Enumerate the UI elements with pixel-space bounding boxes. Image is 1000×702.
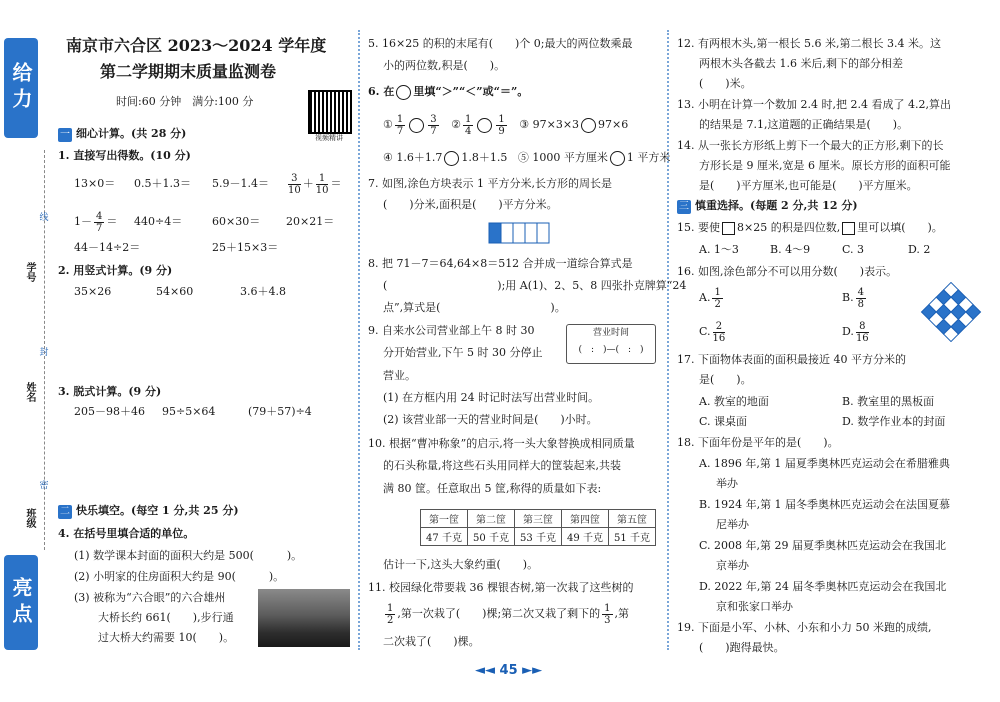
q16-opt-a[interactable]: A. $\frac{1}{2}$ [699,286,721,310]
answer-circle[interactable] [610,151,625,166]
q12-line3: ( )米。 [699,77,752,90]
q12-line2: 两根木头各截去 1.6 米后,剩下的部分相差 [699,57,903,70]
bottom-side-tab: 亮点 [4,555,38,650]
answer-circle[interactable] [581,118,596,133]
q9-box-value: ( : )—( : ) [578,345,644,355]
q13-line1: 13. 小明在计算一个数加 2.4 时,把 2.4 看成了 4.2,算出 [677,98,951,111]
q4-sub-1: (1) 数学课本封面的面积大约是 500( )。 [74,549,303,562]
q10-line4: 估计一下,这头大象约重( )。 [383,558,539,571]
table-cell: 47 千克 [421,528,468,546]
q3-item-3: (79＋57)÷4 [248,405,312,418]
q5-line2: 小的两位数,积是( )。 [383,59,506,72]
q14-line3: 是( )平方厘米,也可能是( )平方厘米。 [699,179,918,192]
q3-label: 3. 脱式计算。(9 分) [58,385,162,398]
q2-item-2: 54×60 [156,285,194,298]
q1-label: 1. 直接写出得数。(10 分) [58,149,191,162]
q10-line2: 的石头称量,将这些石头用同样大的筐装起来,共装 [383,459,621,472]
compare-circle-icon [396,85,411,100]
table-cell: 53 千克 [515,528,562,546]
cut-mark-mi: 密 [39,481,49,491]
q18-opt-d[interactable]: D. 2022 年,第 24 届冬季奥林匹克运动会在我国北 [699,580,947,593]
page-title: 南京市六合区 2023～2024 学年度 [66,36,327,55]
q4-sub-3c: 过大桥大约需要 10( )。 [98,631,235,644]
q6-row1: ① $\frac{1}{7}$ $\frac{3}{7}$ ② $\frac{1}{4}$ $\frac{1}{9}$ ③ 97×3×3 97×6 [383,113,629,137]
q9-box-title: 营业时间 [592,328,629,338]
table-header: 第三筐 [515,510,562,528]
q9-sub-2: (2) 该营业部一天的营业时间是( )小时。 [383,413,598,426]
q8-line2: ( );用 A(1)、2、5、8 四张扑克牌算“24 [383,279,687,292]
section1-badge: 一 [60,129,70,140]
q2-item-3: 3.6＋4.8 [240,285,286,298]
q9-sub-1: (1) 在方框内用 24 时记时法写出营业时间。 [383,391,600,404]
q10-line3: 满 80 筐。任意取出 5 筐,称得的质量如下表: [383,482,602,495]
q4-sub-3a: (3) 被称为“六合眼”的六合雄州 [74,591,226,604]
q15-opt-c[interactable]: C. 3 [842,243,865,256]
q6-row2: ④ 1.6＋1.7 1.8＋1.5 ⑤ 1000 平方厘米 1 平方米 [383,151,671,164]
q12-line1: 12. 有两根木头,第一根长 5.6 米,第二根长 3.4 米。这 [677,37,941,50]
column-divider-1 [358,30,360,650]
q1-item-6: 440÷4＝ [134,215,183,228]
fraction-3-10: $\frac{3}{10}$ [288,172,301,196]
blank-square-icon [722,222,735,235]
table-cell: 50 千克 [468,528,515,546]
q4-label: 4. 在括号里填合适的单位。 [58,527,195,540]
q3-item-2: 95÷5×64 [162,405,216,418]
q7-line2: ( )分米,面积是( )平方分米。 [383,198,558,211]
q16-opt-c[interactable]: C. $\frac{2}{16}$ [699,320,726,344]
q11-line1: 11. 校园绿化带要栽 36 棵银杏树,第一次栽了这些树的 [368,581,634,594]
q14-line2: 方形长是 9 厘米,宽是 6 厘米。原长方形的面积可能 [699,159,951,172]
q17-line1: 17. 下面物体表面的面积最接近 40 平方分米的 [677,353,906,366]
q18-opt-c[interactable]: C. 2008 年,第 29 届夏季奥林匹克运动会在我国北 [699,539,946,552]
q15-opt-d[interactable]: D. 2 [908,243,931,256]
q16-diamond-figure [918,282,984,342]
bridge-photo [258,589,350,647]
q18-opt-a-cont: 举办 [716,477,738,490]
q11-line2: $\frac{1}{2}$ ,第一次栽了( )棵;第二次又栽了剩下的 $\frac{1}{3}$ ,第 [387,602,630,626]
section1-heading [58,126,186,142]
q1-item-9: 44－14÷2＝ [74,241,141,254]
q9-line2: 分开始营业,下午 5 时 30 分停止 [383,346,543,359]
q1-item-3: 5.9－1.4＝ [212,177,269,190]
table-header: 第二筐 [468,510,515,528]
blank-square-icon [842,222,855,235]
q8-line3: 点”,算式是( )。 [383,301,566,314]
q6-label: 6. 在 里填“＞”“＜”或“＝”。 [368,85,529,98]
fraction-1-10: $\frac{1}{10}$ [315,172,329,196]
time-info: 时间:60 分钟 满分:100 分 [116,95,254,108]
top-side-tab: 给力 [4,38,38,138]
page-number: ◄◄ 45 ►► [475,663,543,678]
fraction-4-7: $\frac{4}{7}$ [96,210,103,234]
q9-line3: 营业。 [383,369,416,382]
q11-line3: 二次栽了( )棵。 [383,635,480,648]
section2-heading [58,503,239,519]
page-subtitle: 第二学期期末质量监测卷 [100,62,277,81]
q18-line: 18. 下面年份是平年的是( )。 [677,436,839,449]
q7-grid-figure [488,222,554,246]
q1-item-4: $\frac{3}{10}$ ＋ $\frac{1}{10}$ ＝ [288,172,342,196]
q1-item-1: 13×0＝ [74,177,116,190]
q19-line1: 19. 下面是小军、小林、小东和小力 50 米跑的成绩, [677,621,932,634]
q7-line1: 7. 如图,涂色方块表示 1 平方分米,长方形的周长是 [368,177,612,190]
qr-code-icon[interactable] [308,90,352,134]
q16-opt-b[interactable]: B. $\frac{4}{8}$ [842,286,864,310]
q17-opt-a[interactable]: A. 教室的地面 [699,395,769,408]
q15-opt-a[interactable]: A. 1～3 [699,243,739,256]
table-header: 第一筐 [421,510,468,528]
q18-opt-a[interactable]: A. 1896 年,第 1 届夏季奥林匹克运动会在希腊雅典 [699,457,950,470]
column-divider-2 [667,30,669,650]
q18-opt-b[interactable]: B. 1924 年,第 1 届冬季奥林匹克运动会在法国夏慕 [699,498,951,511]
q3-item-1: 205－98＋46 [74,405,145,418]
q13-line2: 的结果是 7.1,这道题的正确结果是( )。 [699,118,909,131]
answer-circle[interactable] [444,151,459,166]
q1-item-5: 1－ $\frac{4}{7}$ ＝ [74,210,118,234]
table-header: 第四筐 [562,510,609,528]
cut-mark-xian: 线 [39,213,49,223]
q4-sub-3b: 大桥长约 661( ),步行通 [98,611,234,624]
answer-circle[interactable] [409,118,424,133]
qr-label: 视频精讲 [315,134,343,142]
table-cell: 49 千克 [562,528,609,546]
section3-title: 慎重选择。(每题 2 分,共 12 分) [695,199,858,212]
section1-title: 细心计算。(共 28 分) [76,127,187,140]
table-cell: 51 千克 [609,528,656,546]
q15-opt-b[interactable]: B. 4～9 [770,243,811,256]
field-xingming: 姓名 [24,382,35,402]
q14-line1: 14. 从一张长方形纸上剪下一个最大的正方形,剩下的长 [677,139,944,152]
q9-time-box[interactable] [566,324,656,364]
q10-line1: 10. 根据“曹冲称象”的启示,将一头大象替换成相同质量 [368,437,635,450]
q18-opt-d-cont: 京和张家口举办 [716,600,793,613]
q1-item-8: 20×21＝ [286,215,335,228]
q17-opt-b[interactable]: B. 教室里的黑板面 [842,395,935,408]
q17-line2: 是( )。 [699,373,752,386]
q1-item-10: 25＋15×3＝ [212,241,279,254]
q18-opt-c-cont: 京举办 [716,559,749,572]
q9-line1: 9. 自来水公司营业部上午 8 时 30 [368,324,535,337]
field-xuehao: 学号 [24,262,35,282]
q15-line: 15. 要使 8×25 的积是四位数, 里可以填( )。 [677,221,943,234]
section3-heading [677,198,858,214]
q16-line: 16. 如图,涂色部分不可以用分数( )表示。 [677,265,898,278]
q2-item-1: 35×26 [74,285,112,298]
q19-line2: ( )跑得最快。 [699,641,785,654]
q17-opt-d[interactable]: D. 数学作业本的封面 [842,415,946,428]
table-header: 第五筐 [609,510,656,528]
q2-label: 2. 用竖式计算。(9 分) [58,264,173,277]
q4-sub-2: (2) 小明家的住房面积大约是 90( )。 [74,570,285,583]
q1-item-2: 0.5＋1.3＝ [134,177,191,190]
section3-badge: 三 [679,201,689,212]
q10-weight-table [420,509,656,546]
section2-badge: 二 [60,506,70,517]
q1-item-7: 60×30＝ [212,215,261,228]
q8-line1: 8. 把 71－7＝64,64×8＝512 合并成一道综合算式是 [368,257,633,270]
answer-circle[interactable] [477,118,492,133]
q5-line1: 5. 16×25 的积的末尾有( )个 0;最大的两位数乘最 [368,37,633,50]
q17-opt-c[interactable]: C. 课桌面 [699,415,748,428]
q16-opt-d[interactable]: D. $\frac{8}{16}$ [842,320,869,344]
field-banji: 班级 [24,508,35,528]
section2-title: 快乐填空。(每空 1 分,共 25 分) [76,504,239,517]
cut-mark-feng: 封 [39,348,49,358]
q18-opt-b-cont: 尼举办 [716,518,749,531]
